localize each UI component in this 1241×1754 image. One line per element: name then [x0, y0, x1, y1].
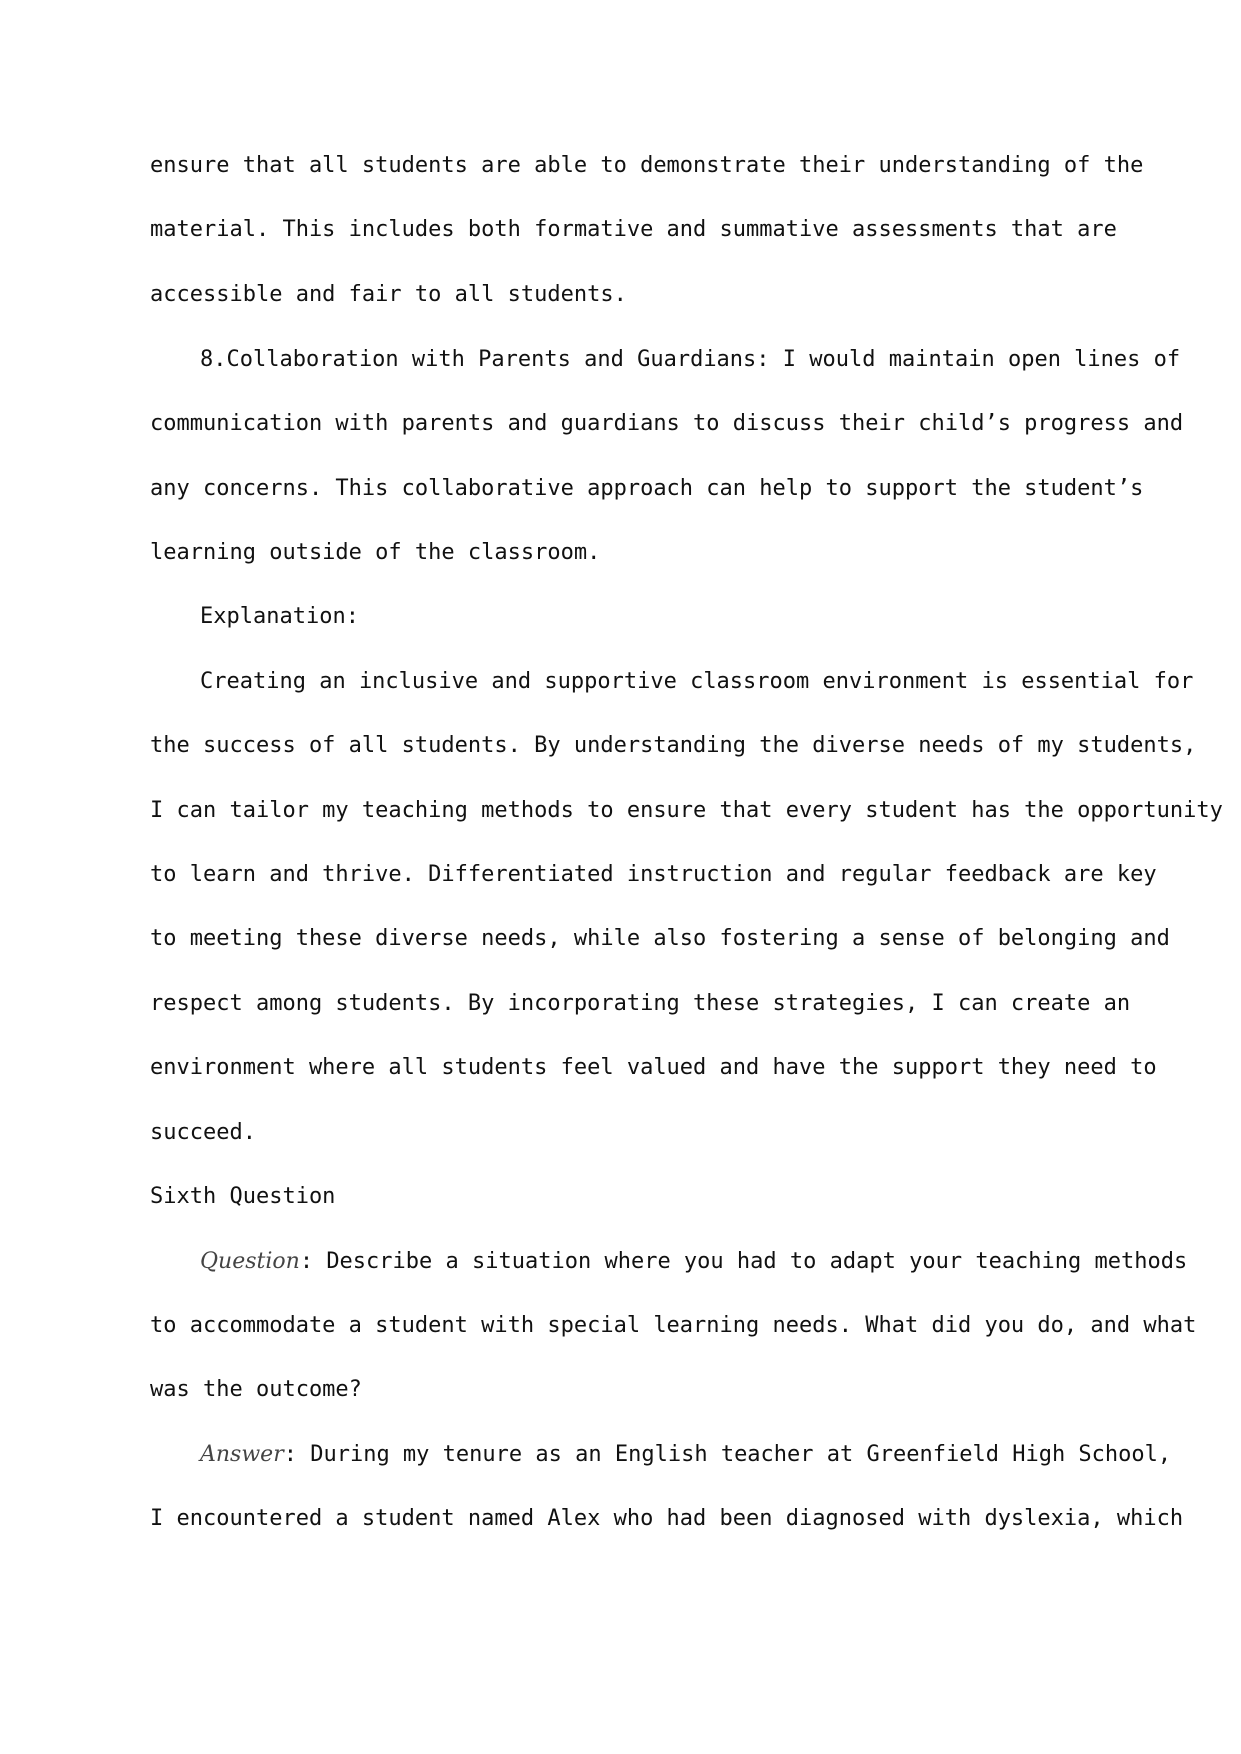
- paragraph-line: succeed.: [150, 1120, 256, 1145]
- paragraph-line: ensure that all students are able to demonstrate their understanding of the: [150, 153, 1144, 178]
- paragraph-line: material. This includes both formative and summative assessments that are: [150, 217, 1117, 242]
- paragraph-line: Describe a situation where you had to adapt your teaching methods: [326, 1249, 1188, 1274]
- section-label-explanation: Explanation:: [200, 604, 359, 629]
- answer-label: Answer: [200, 1442, 284, 1467]
- answer-first-line: [200, 1441, 1172, 1469]
- question-first-line: [200, 1248, 1188, 1276]
- paragraph-line: learning outside of the classroom.: [150, 540, 601, 565]
- paragraph-line: I encountered a student named Alex who had been diagnosed with dyslexia, which: [150, 1506, 1184, 1531]
- paragraph-line: was the outcome?: [150, 1377, 362, 1402]
- section-heading: Sixth Question: [150, 1184, 336, 1209]
- paragraph-line: I can tailor my teaching methods to ensure that every student has the opportunity: [150, 798, 1223, 823]
- paragraph-line: communication with parents and guardians to discuss their child’s progress and: [150, 411, 1184, 436]
- paragraph-line: accessible and fair to all students.: [150, 282, 627, 307]
- paragraph-line: to meeting these diverse needs, while also fostering a sense of belonging and: [150, 926, 1170, 951]
- paragraph-line: Creating an inclusive and supportive classroom environment is essential for: [200, 669, 1194, 694]
- label-separator: :: [299, 1249, 327, 1274]
- paragraph-line: the success of all students. By understanding the diverse needs of my students,: [150, 733, 1197, 758]
- paragraph-line: any concerns. This collaborative approach can help to support the student’s: [150, 476, 1144, 501]
- label-separator: :: [283, 1442, 311, 1467]
- paragraph-line: to learn and thrive. Differentiated instruction and regular feedback are key: [150, 862, 1157, 887]
- paragraph-line: During my tenure as an English teacher at Greenfield High School,: [310, 1442, 1172, 1467]
- paragraph-line: respect among students. By incorporating these strategies, I can create an: [150, 991, 1131, 1016]
- paragraph-line: environment where all students feel valued and have the support they need to: [150, 1055, 1157, 1080]
- paragraph-line: 8.Collaboration with Parents and Guardians: I would maintain open lines of: [200, 347, 1181, 372]
- question-label: Question: [200, 1249, 300, 1274]
- paragraph-line: to accommodate a student with special learning needs. What did you do, and what: [150, 1313, 1197, 1338]
